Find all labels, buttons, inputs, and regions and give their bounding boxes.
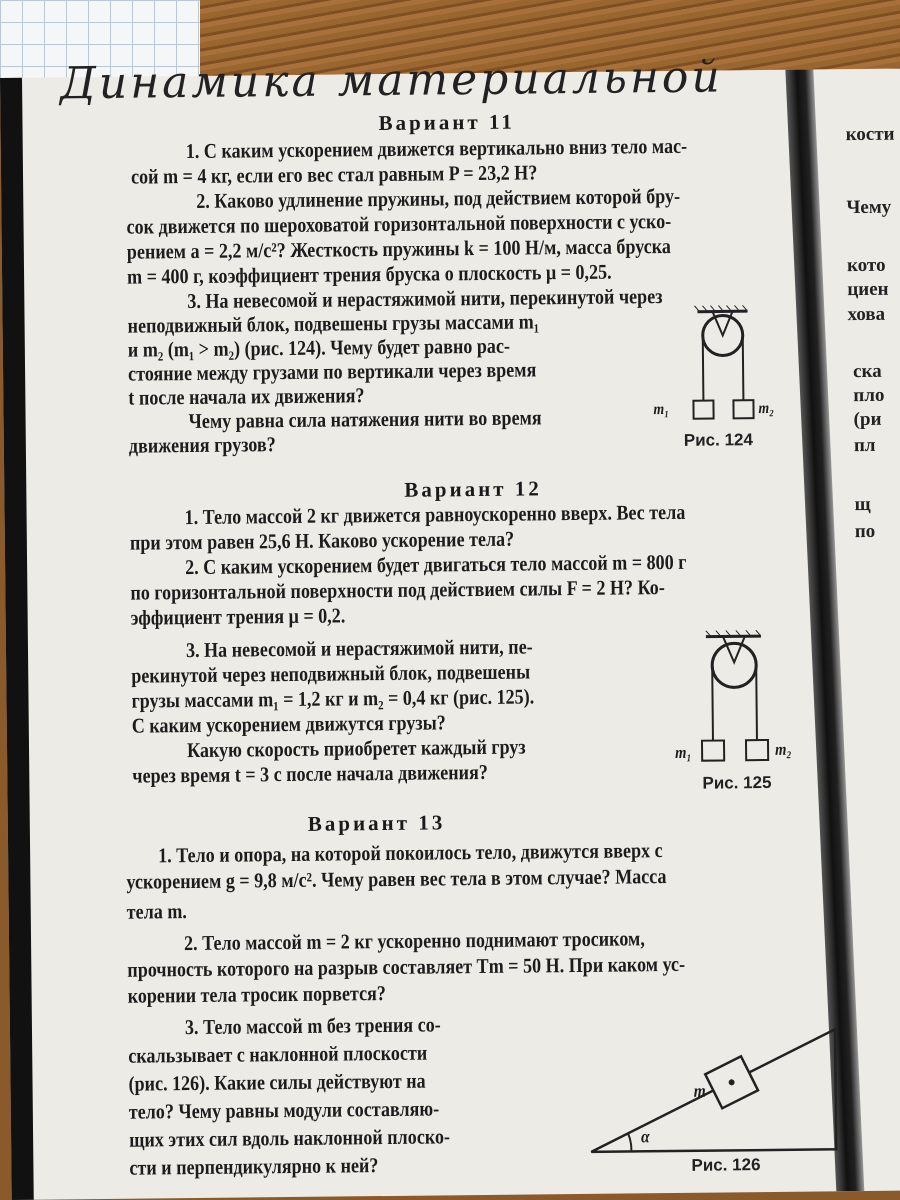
problem-text-line: при этом равен 25,6 Н. Каково ускорение тела? bbox=[129, 526, 515, 555]
right-page-fragment: пл bbox=[853, 434, 876, 457]
problem-text-line: стояние между грузами по вертикали через время bbox=[127, 357, 537, 386]
problem-text-line: тело? Чему равны модули составляю- bbox=[128, 1096, 440, 1124]
problem-text-line: Чему равна сила натяжения нити во время bbox=[188, 405, 542, 434]
problem-text-line: m = 400 г, коэффициент трения бруска о плоскость μ = 0,25. bbox=[126, 259, 612, 289]
problem-text-line: 2. Тело массой m = 2 кг ускоренно поднимают тросиком, bbox=[183, 926, 645, 956]
problem-text-line: 1. С каким ускорением движется вертикально вниз тело мас- bbox=[185, 133, 688, 164]
variant-11-title: Вариант 11 bbox=[378, 109, 515, 136]
problem-text-line: рекинутой через неподвижный блок, подвешены bbox=[131, 659, 531, 688]
problem-text-line: t после начала их движения? bbox=[128, 383, 365, 410]
right-page-fragment: Чему bbox=[846, 196, 892, 219]
problem-text-line: С каким ускорением движутся грузы? bbox=[131, 710, 446, 738]
problem-text-line: движения грузов? bbox=[128, 432, 276, 458]
problem-text-line: по горизонтальной поверхности под действием силы F = 2 Н? Ко- bbox=[130, 575, 665, 605]
problem-text-line: 2. Каково удлинение пружины, под действием которой бру- bbox=[196, 183, 681, 213]
problem-text-line: 3. На невесомой и нерастяжимой нити, пе- bbox=[185, 634, 533, 663]
right-page-fragment: кости bbox=[845, 123, 895, 146]
problem-text-line: корении тела тросик порвется? bbox=[127, 981, 386, 1008]
right-page-fragment: ска bbox=[853, 360, 882, 383]
problem-text-line: 1. Тело и опора, на которой покоилось тело, движутся вверх с bbox=[158, 838, 663, 868]
textbook-page bbox=[0, 51, 900, 1200]
handwritten-title: Динамика материальной bbox=[59, 51, 723, 110]
problem-text-line: ускорением g = 9,8 м/с². Чему равен вес тела в этом случае? Масса bbox=[126, 864, 667, 894]
problem-text-line: 3. На невесомой и нерастяжимой нити, перекинутой через bbox=[187, 284, 663, 314]
problem-text-line: эффициент трения μ = 0,2. bbox=[130, 603, 346, 630]
problem-text-line: сти и перпендикулярно к ней? bbox=[129, 1153, 379, 1180]
problem-text-line: скальзывает с наклонной плоскости bbox=[128, 1040, 428, 1068]
problem-text-line: (рис. 126). Какие силы действуют на bbox=[128, 1068, 426, 1096]
figure-125-label-m2: m₂ bbox=[774, 739, 792, 759]
figure-126-inclined-plane bbox=[585, 1019, 846, 1162]
right-page-fragment: хова bbox=[847, 303, 886, 326]
problem-text-line: Какую скорость приобретет каждый груз bbox=[186, 734, 526, 763]
figure-126-label-m: m bbox=[693, 1080, 706, 1101]
figure-126-label-alpha: α bbox=[641, 1126, 650, 1147]
figure-125-label-m1: m₁ bbox=[675, 742, 692, 762]
problem-text-line: щих этих сил вдоль наклонной плоско- bbox=[128, 1124, 451, 1152]
problem-text-line: через время t = 3 с после начала движения? bbox=[132, 759, 488, 788]
figure-126-caption: Рис. 126 bbox=[691, 1155, 761, 1175]
right-page-fragment: кото bbox=[846, 254, 886, 277]
problem-text-line: прочность которого на разрыв составляет Tm = 50 Н. При каком ус- bbox=[127, 951, 686, 982]
right-page-fragment: пло bbox=[853, 384, 885, 407]
figure-125-pulley bbox=[671, 629, 823, 781]
figure-124-caption: Рис. 124 bbox=[683, 430, 753, 450]
problem-text-line: тела m. bbox=[126, 899, 187, 924]
problem-text-line: 2. С каким ускорением будет двигаться тело массой m = 800 г bbox=[185, 549, 687, 580]
variant-12-title: Вариант 12 bbox=[404, 476, 542, 502]
problem-text-line: неподвижный блок, подвешены грузы массами m₁ bbox=[127, 309, 540, 338]
variant-13-title: Вариант 13 bbox=[307, 810, 446, 836]
problem-text-line: 1. Тело массой 2 кг движется равноускоренно вверх. Вес тела bbox=[184, 499, 686, 530]
right-page-fragment: (ри bbox=[853, 408, 882, 431]
right-page-fragment: щ bbox=[854, 493, 871, 516]
page-left-edge bbox=[0, 78, 34, 1200]
problem-text-line: сок движется по шероховатой горизонтальной поверхности с уско- bbox=[126, 208, 672, 239]
problem-text-line: и m₂ (m₁ > m₂) (рис. 124). Чему будет равно рас- bbox=[127, 333, 511, 362]
figure-124-label-m2: m₂ bbox=[758, 399, 775, 418]
problem-text-line: 3. Тело массой m без трения со- bbox=[184, 1012, 441, 1040]
problem-text-line: рением a = 2,2 м/с²? Жесткость пружины k = 100 Н/м, масса бруска bbox=[126, 233, 671, 264]
figure-125-caption: Рис. 125 bbox=[702, 772, 772, 793]
right-page-fragment: по bbox=[854, 520, 876, 543]
figure-124-label-m1: m₁ bbox=[653, 401, 670, 419]
problem-text-line: сой m = 4 кг, если его вес стал равным P = 23,2 Н? bbox=[130, 160, 538, 189]
problem-text-line: грузы массами m₁ = 1,2 кг и m₂ = 0,4 кг (рис. 125). bbox=[131, 684, 535, 713]
right-page-fragment: циен bbox=[847, 278, 889, 301]
